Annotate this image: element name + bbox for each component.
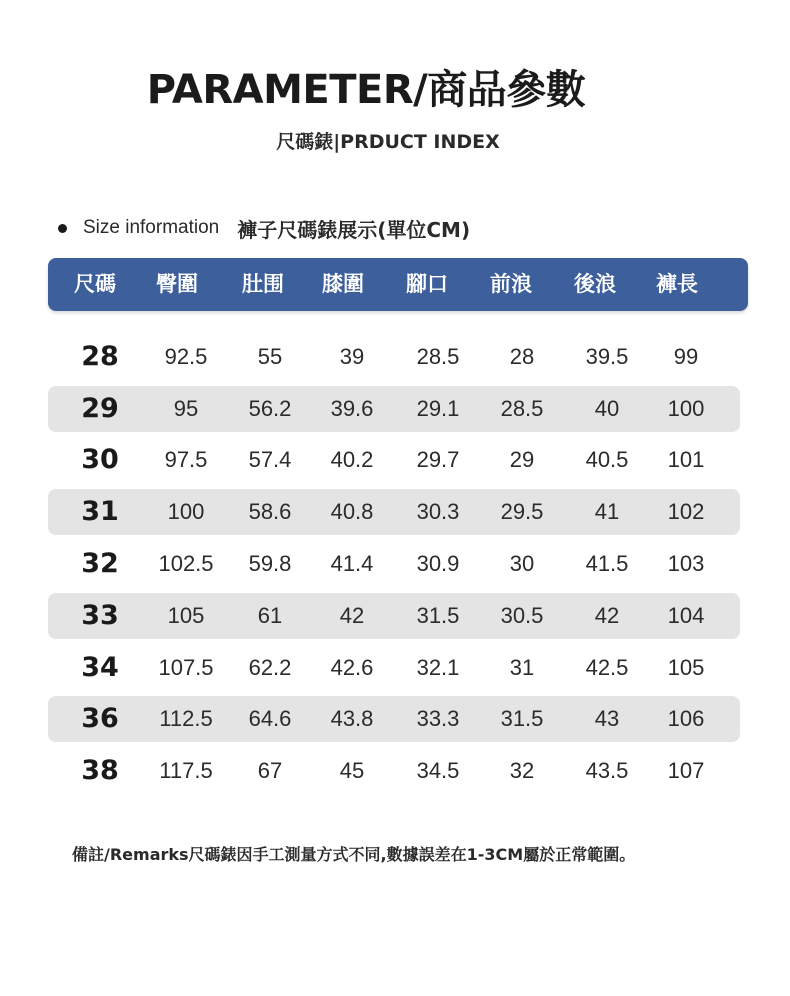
size-cell: 28 (81, 341, 119, 372)
measurement-cell: 67 (257, 758, 283, 783)
measurement-cell: 40 (594, 396, 620, 421)
size-cell: 31 (81, 496, 119, 527)
measurement-cell: 29.1 (416, 396, 460, 421)
measurement-cell: 30.9 (416, 551, 460, 576)
measurement-cell: 30 (509, 551, 535, 576)
measurement-cell: 40.5 (585, 447, 629, 472)
measurement-cell: 99 (673, 344, 699, 369)
table-header (48, 258, 748, 311)
header-belly: 肚围 (242, 272, 284, 296)
measurement-cell: 104 (667, 603, 705, 628)
size-info-heading (58, 213, 470, 243)
measurement-cell: 61 (257, 603, 283, 628)
measurement-cell: 33.3 (416, 706, 460, 731)
size-cell: 29 (81, 393, 119, 424)
header-back-rise: 後浪 (574, 272, 616, 296)
size-cell: 32 (81, 548, 119, 579)
measurement-cell: 42.6 (330, 655, 374, 680)
measurement-cell: 39.6 (330, 396, 374, 421)
table-row (48, 541, 740, 587)
measurement-cell: 105 (167, 603, 205, 628)
header-hip: 臀圍 (156, 272, 198, 296)
measurement-cell: 41 (594, 499, 620, 524)
header-size: 尺碼 (74, 272, 116, 296)
measurement-cell: 30.5 (500, 603, 544, 628)
size-cell: 38 (81, 755, 119, 786)
measurement-cell: 34.5 (416, 758, 460, 783)
header-knee: 膝圍 (322, 272, 364, 296)
table-row (48, 645, 740, 691)
size-cell: 33 (81, 600, 119, 631)
measurement-cell: 56.2 (248, 396, 292, 421)
table-row (48, 489, 740, 535)
measurement-cell: 32.1 (416, 655, 460, 680)
measurement-cell: 58.6 (248, 499, 292, 524)
measurement-cell: 100 (167, 499, 205, 524)
measurement-cell: 31.5 (416, 603, 460, 628)
size-info-label-en: Size information (83, 217, 220, 238)
measurement-cell: 102.5 (158, 551, 214, 576)
table-row (48, 696, 740, 742)
measurement-cell: 101 (667, 447, 705, 472)
measurement-cell: 42.5 (585, 655, 629, 680)
measurement-cell: 30.3 (416, 499, 460, 524)
measurement-cell: 41.4 (330, 551, 374, 576)
measurement-cell: 41.5 (585, 551, 629, 576)
measurement-cell: 107 (667, 758, 705, 783)
measurement-cell: 28 (509, 344, 535, 369)
size-cell: 30 (81, 444, 119, 475)
measurement-cell: 29 (509, 447, 535, 472)
measurement-cell: 92.5 (164, 344, 208, 369)
measurement-cell: 43 (594, 706, 620, 731)
measurement-cell: 100 (667, 396, 705, 421)
table-row (48, 593, 740, 639)
size-cell: 36 (81, 703, 119, 734)
measurement-cell: 117.5 (159, 758, 213, 783)
measurement-cell: 103 (667, 551, 705, 576)
measurement-cell: 95 (173, 396, 199, 421)
measurement-cell: 97.5 (164, 447, 208, 472)
measurement-cell: 59.8 (248, 551, 292, 576)
table-row (48, 386, 740, 432)
measurement-cell: 31 (509, 655, 535, 680)
measurement-cell: 42 (594, 603, 620, 628)
size-info-label-zh: 褲子尺碼錶展示(單位CM) (237, 217, 471, 242)
measurement-cell: 43.8 (330, 706, 374, 731)
measurement-cell: 55 (257, 344, 283, 369)
measurement-cell: 107.5 (158, 655, 214, 680)
measurement-cell: 102 (667, 499, 705, 524)
measurement-cell: 39.5 (585, 344, 629, 369)
measurement-cell: 62.2 (248, 655, 292, 680)
size-cell: 34 (81, 652, 119, 683)
measurement-cell: 39 (339, 344, 365, 369)
page-title: PARAMETER/商品參數 (146, 67, 586, 113)
table-row (48, 437, 740, 483)
page-subtitle: 尺碼錶|PRDUCT INDEX (276, 131, 500, 153)
table-row (48, 748, 740, 794)
header-front-rise: 前浪 (490, 272, 532, 296)
measurement-cell: 29.7 (416, 447, 460, 472)
remarks-note: 備註/Remarks尺碼錶因手工測量方式不同,數據誤差在1-3CM屬於正常範圍。 (72, 845, 636, 864)
header-length: 褲長 (656, 272, 698, 296)
measurement-cell: 45 (339, 758, 365, 783)
measurement-cell: 42 (339, 603, 365, 628)
measurement-cell: 32 (509, 758, 535, 783)
measurement-cell: 31.5 (500, 706, 544, 731)
measurement-cell: 57.4 (248, 447, 292, 472)
measurement-cell: 40.2 (330, 447, 374, 472)
measurement-cell: 105 (667, 655, 705, 680)
measurement-cell: 29.5 (500, 499, 544, 524)
header-leg-opening: 腳口 (406, 272, 448, 296)
table-row (48, 334, 740, 380)
measurement-cell: 64.6 (248, 706, 292, 731)
measurement-cell: 112.5 (159, 706, 213, 731)
measurement-cell: 28.5 (416, 344, 460, 369)
measurement-cell: 43.5 (585, 758, 629, 783)
bullet-icon (58, 224, 67, 233)
measurement-cell: 106 (667, 706, 705, 731)
measurement-cell: 28.5 (500, 396, 544, 421)
measurement-cell: 40.8 (330, 499, 374, 524)
